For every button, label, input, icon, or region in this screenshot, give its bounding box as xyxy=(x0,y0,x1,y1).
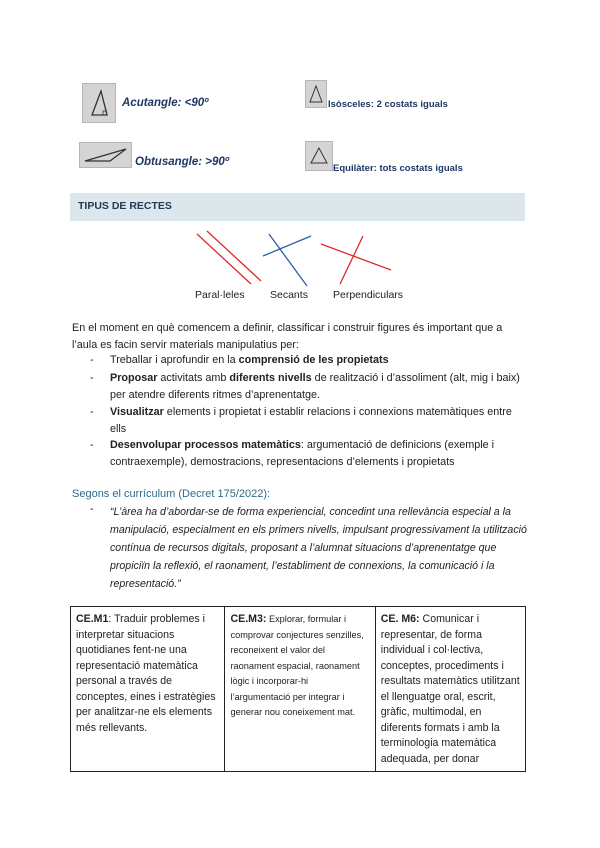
competency-cell-m3 xyxy=(225,607,375,772)
bullet-2-bold: Proposar xyxy=(110,372,158,384)
section-header-band xyxy=(70,193,525,221)
table-row xyxy=(71,607,526,772)
competency-cell-m6 xyxy=(375,607,525,772)
parallel-line-1 xyxy=(197,234,251,284)
obtuse-triangle-label: Obtusangle: >90º xyxy=(135,156,229,168)
parallel-line-2 xyxy=(207,231,261,281)
equilateral-triangle-label: Equilàter: tots costats iguals xyxy=(333,163,463,174)
curriculum-quote: “L’àrea ha d’abordar-se de forma experiencial, concedint una rellevància especial a la manipulació, especialment en els primers nivells, impulsant progressivament la utilització contínua de recursos digitals, proposant a l’alumnat situacions d’aprenentatge que propiciïn la reflexió, el raonament, l’establiment de connexions, la comunicació i la representació.” xyxy=(110,506,527,590)
equilateral-triangle-icon xyxy=(306,142,332,170)
competency-code-m3: CE.M3: xyxy=(230,613,267,625)
competency-text-m1: : Traduir problemes i interpretar situacions quotidianes fent-ne una representació matemàtica personal a través de conceptes, eines i estratègies per analitzar-ne els elements més rellevants. xyxy=(76,613,216,734)
bullet-2-bold2: diferents nivells xyxy=(229,372,312,384)
curriculum-quote-block: - “L’àrea ha d’abordar-se de forma experiencial, concedint una rellevància especial a la manipulació, especialment en els primers nivells, impulsant progressivament la utilització contínua de recursos digitals, proposant a l’alumnat situacions d’aprenentatge que propiciïn la reflexió, el raonament, l’establiment de connexions, la comunicació i la representació.” xyxy=(90,503,530,593)
acute-triangle-icon xyxy=(83,84,115,122)
obtuse-triangle-thumbnail xyxy=(79,142,132,168)
isosceles-triangle-thumbnail xyxy=(305,80,327,108)
competency-text-m3: Explorar, formular i comprovar conjectures senzilles, reconeixent el valor del raonament espacial, raonament lògic i incorporar-hi l’argumentació per integrar i generar nou coneixement mat. xyxy=(230,614,364,717)
bullet-1-pre: Treballar i aprofundir en la xyxy=(110,354,239,366)
secant-line-1 xyxy=(263,236,311,256)
bullet-item-1: - Treballar i aprofundir en la comprensió de les propietats xyxy=(90,354,389,366)
perpendicular-line-1 xyxy=(321,244,391,270)
label-perpendicular: Perpendiculars xyxy=(333,289,404,301)
bullet-item-2: - Proposar activitats amb diferents nivells de realització i d’assoliment (alt, mig i baix) per atendre diferents ritmes d’aprenentatge. xyxy=(90,372,520,401)
bullet-4-text: : argumentació de definicions (exemple i contraexemple), demostracions, representacions d’elements i propietats xyxy=(110,439,495,468)
bullet-item-4: - Desenvolupar processos matemàtics: argumentació de definicions (exemple i contraexemple), demostracions, representacions d’elements i propietats xyxy=(90,439,495,468)
line-types-illustration xyxy=(185,226,405,290)
competency-code-m6: CE. M6: xyxy=(380,613,420,625)
bullet-2-text2: de realització i d’assoliment (alt, mig i baix) per atendre diferents ritmes d’aprenentatge. xyxy=(110,372,520,401)
section-title: TIPUS DE RECTES xyxy=(78,200,172,212)
perpendicular-line-2 xyxy=(340,236,363,284)
isosceles-triangle-icon xyxy=(306,81,326,107)
bullet-4-bold: Desenvolupar processos matemàtics xyxy=(110,439,301,451)
label-parallel: Paral·leles xyxy=(195,289,245,301)
bullet-item-3: - Visualitzar elements i propietat i establir relacions i connexions matemàtiques entre ells xyxy=(90,406,512,435)
equilateral-triangle-thumbnail xyxy=(305,141,333,171)
bullet-3-text: elements i propietat i establir relacions i connexions matemàtiques entre ells xyxy=(110,406,512,435)
competencies-table xyxy=(70,606,526,772)
curriculum-heading: Segons el currículum (Decret 175/2022): xyxy=(72,488,271,500)
competency-cell-m1 xyxy=(71,607,225,772)
acute-triangle-label: Acutangle: <90º xyxy=(122,97,209,109)
competency-code-m1: CE.M1 xyxy=(76,613,109,625)
bullet-2-text: activitats amb xyxy=(157,372,230,384)
secant-line-2 xyxy=(269,234,307,286)
label-secant: Secants xyxy=(270,289,308,301)
bullet-3-bold: Visualitzar xyxy=(110,406,164,418)
acute-triangle-thumbnail xyxy=(82,83,116,123)
isosceles-triangle-label: Isòsceles: 2 costats iguals xyxy=(328,99,448,110)
bullet-1-bold: comprensió de les propietats xyxy=(238,354,389,366)
intro-paragraph: En el moment en què comencem a definir, classificar i construir figures és important que a l’aula es facin servir materials manipulatius per: xyxy=(72,322,503,351)
competency-text-m6: Comunicar i representar, de forma individual i col·lectiva, conceptes, procediments i resultats matemàtics utilitzant el llenguatge oral, escrit, gràfic, multimodal, en diferents formats i amb la terminologia matemàtica adequada, per donar xyxy=(380,613,520,765)
obtuse-triangle-icon xyxy=(80,143,131,167)
